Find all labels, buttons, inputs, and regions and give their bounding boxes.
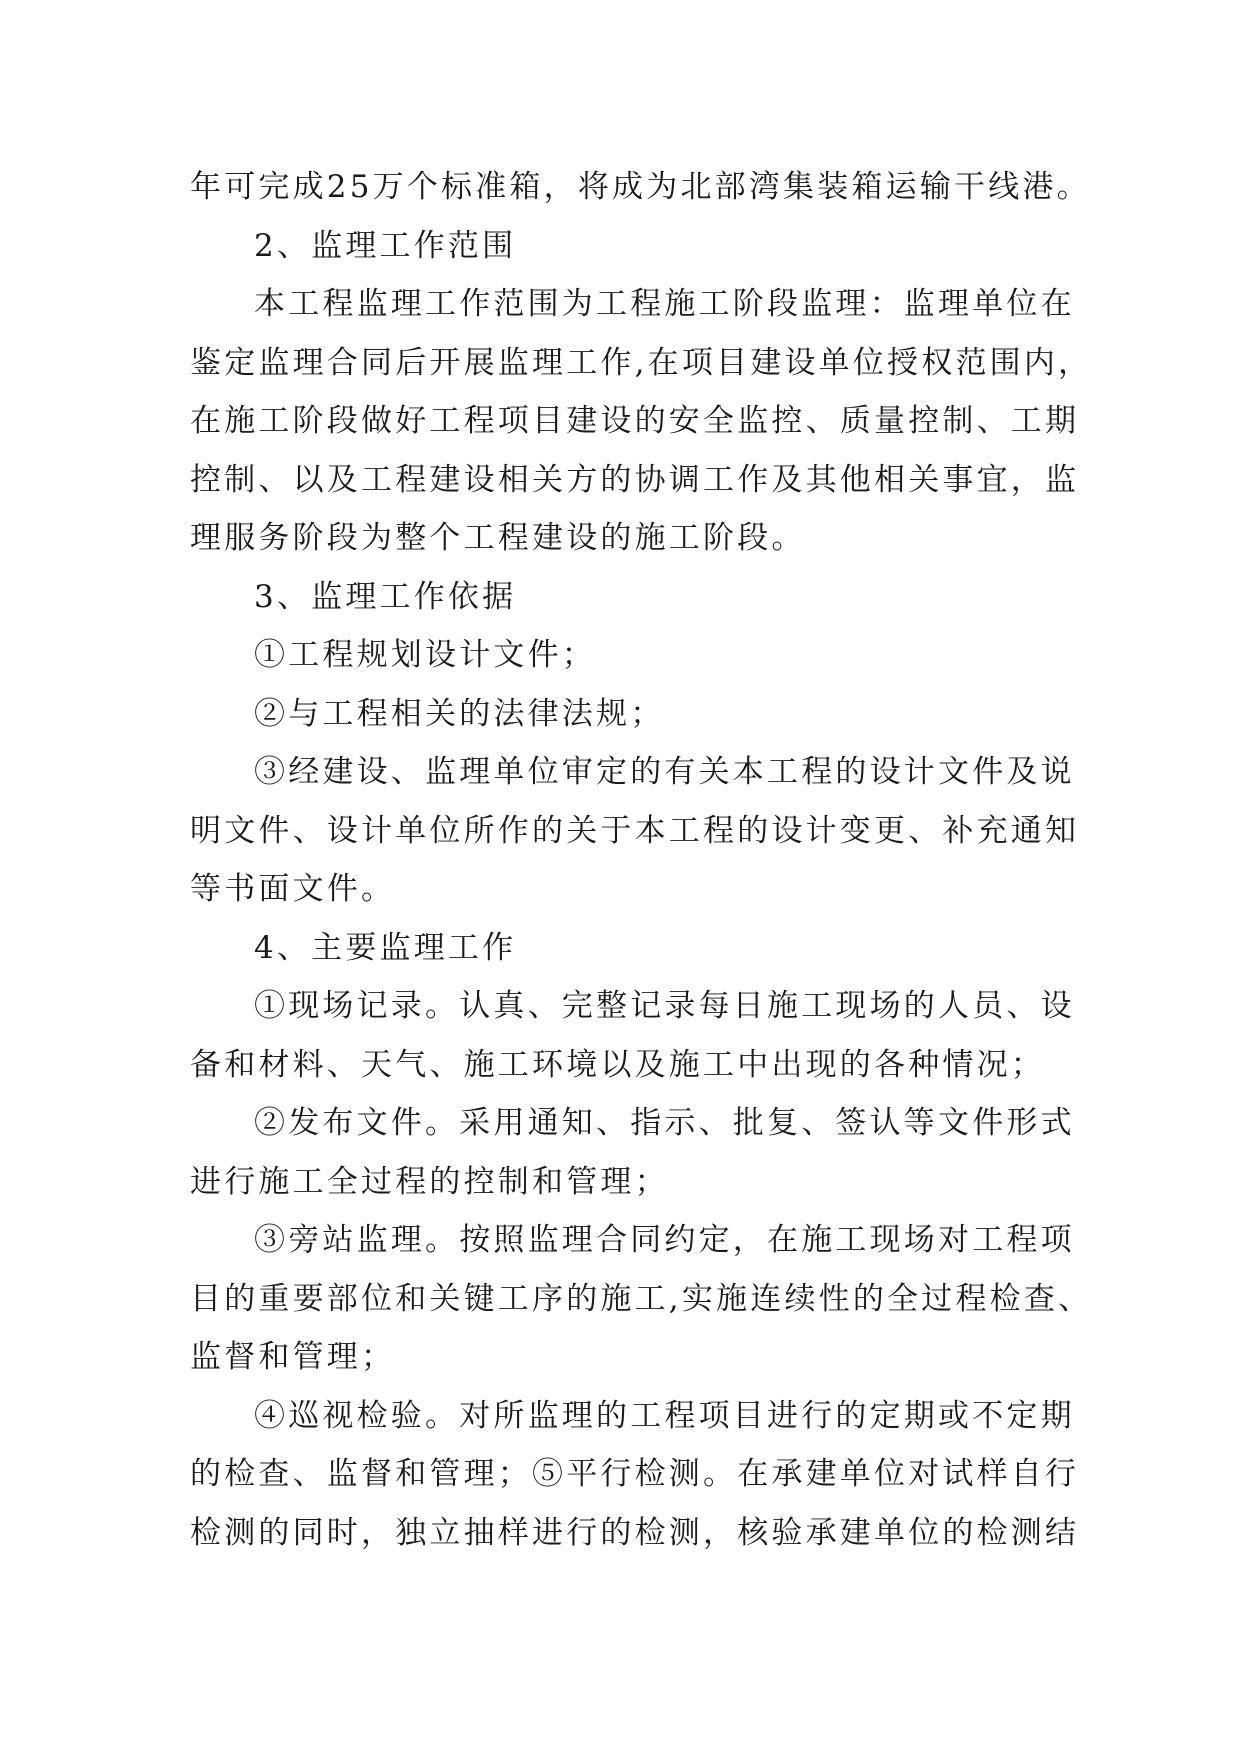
section-heading-scope: 2、监理工作范围 <box>254 227 517 264</box>
list-item: ①现场记录。认真、完整记录每日施工现场的人员、设 <box>254 988 1075 1024</box>
text-line: 本工程监理工作范围为工程施工阶段监理：监理单位在 <box>254 286 1075 322</box>
text-line: 鉴定监理合同后开展监理工作,在项目建设单位授权范围内， <box>190 344 1093 381</box>
text-line: 的检查、监督和管理；⑤平行检测。在承建单位对试样自行 <box>190 1456 1080 1492</box>
text-line: 明文件、设计单位所作的关于本工程的设计变更、补充通知 <box>190 812 1080 849</box>
list-item: ①工程规划设计文件； <box>254 637 596 673</box>
list-item: ③旁站监理。按照监理合同约定，在施工现场对工程项 <box>254 1222 1075 1258</box>
text-line: 进行施工全过程的控制和管理； <box>190 1163 669 1200</box>
list-item: ②发布文件。采用通知、指示、批复、签认等文件形式 <box>254 1105 1075 1141</box>
list-item: ④巡视检验。对所监理的工程项目进行的定期或不定期 <box>254 1397 1075 1434</box>
text-line: 备和材料、天气、施工环境以及施工中出现的各种情况； <box>190 1046 1045 1083</box>
text-line: 等书面文件。 <box>190 871 396 907</box>
text-line: 目的重要部位和关键工序的施工,实施连续性的全过程检查、 <box>190 1280 1093 1317</box>
section-heading-basis: 3、监理工作依据 <box>254 578 517 615</box>
text-line: 监督和管理； <box>190 1339 396 1375</box>
text-line: 年可完成25万个标准箱，将成为北部湾集装箱运输干线港。 <box>190 169 1091 205</box>
text-line: 控制、以及工程建设相关方的协调工作及其他相关事宜，监 <box>190 461 1080 498</box>
list-item: ②与工程相关的法律法规； <box>254 695 665 732</box>
text-line: 检测的同时，独立抽样进行的检测，核验承建单位的检测结 <box>190 1514 1080 1551</box>
list-item: ③经建设、监理单位审定的有关本工程的设计文件及说 <box>254 754 1075 790</box>
text-line: 理服务阶段为整个工程建设的施工阶段。 <box>190 520 806 556</box>
text-line: 在施工阶段做好工程项目建设的安全监控、质量控制、工期 <box>190 403 1080 439</box>
section-heading-main-work: 4、主要监理工作 <box>254 929 517 966</box>
body-text <box>190 158 1093 1562</box>
